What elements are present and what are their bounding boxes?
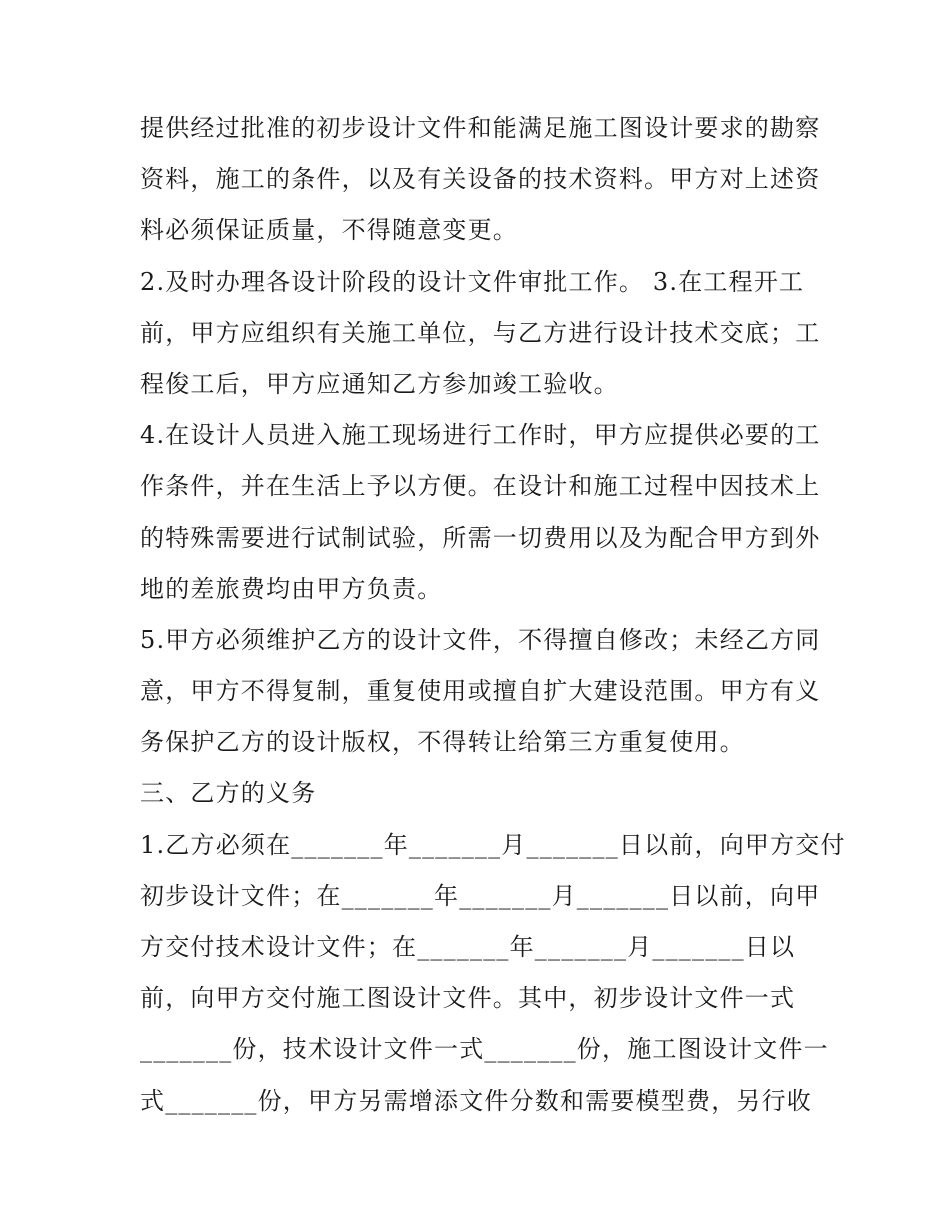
- text-line: 方交付技术设计文件；在_______年_______月_______日以: [140, 933, 796, 961]
- text-line: 前，向甲方交付施工图设计文件。其中，初步设计文件一式: [140, 984, 796, 1013]
- section-heading: 三、乙方的义务: [140, 779, 317, 808]
- text-line: 资料，施工的条件，以及有关设备的技术资料。甲方对上述资: [140, 165, 821, 194]
- text-line: 料必须保证质量，不得随意变更。: [140, 216, 518, 245]
- text-line: 务保护乙方的设计版权，不得转让给第三方重复使用。: [140, 728, 745, 757]
- text-line: 意，甲方不得复制，重复使用或擅自扩大建设范围。甲方有义: [140, 677, 821, 706]
- text-line: 地的差旅费均由甲方负责。: [140, 574, 443, 603]
- text-line: 5.甲方必须维护乙方的设计文件，不得擅自修改；未经乙方同: [140, 625, 821, 654]
- text-line: 前，甲方应组织有关施工单位，与乙方进行设计技术交底；工: [140, 318, 821, 347]
- text-line: 式_______份，甲方另需增添文件分数和需要模型费，另行收: [140, 1086, 812, 1115]
- text-line: 4.在设计人员进入施工现场进行工作时，甲方应提供必要的工: [140, 421, 821, 450]
- text-line: 初步设计文件；在_______年_______月_______日以前，向甲: [140, 881, 821, 910]
- text-line: 提供经过批准的初步设计文件和能满足施工图设计要求的勘察: [140, 114, 821, 142]
- text-line: 2.及时办理各设计阶段的设计文件审批工作。 3.在工程开工: [140, 267, 805, 296]
- document-body: [140, 103, 846, 1127]
- text-line: 的特殊需要进行试制试验，所需一切费用以及为配合甲方到外: [140, 523, 821, 552]
- text-line: 1.乙方必须在_______年_______月_______日以前，向甲方交付: [140, 830, 846, 859]
- text-line: _______份，技术设计文件一式_______份，施工图设计文件一: [140, 1035, 829, 1064]
- text-line: 程俊工后，甲方应通知乙方参加竣工验收。: [140, 369, 619, 398]
- text-line: 作条件，并在生活上予以方便。在设计和施工过程中因技术上: [140, 472, 821, 501]
